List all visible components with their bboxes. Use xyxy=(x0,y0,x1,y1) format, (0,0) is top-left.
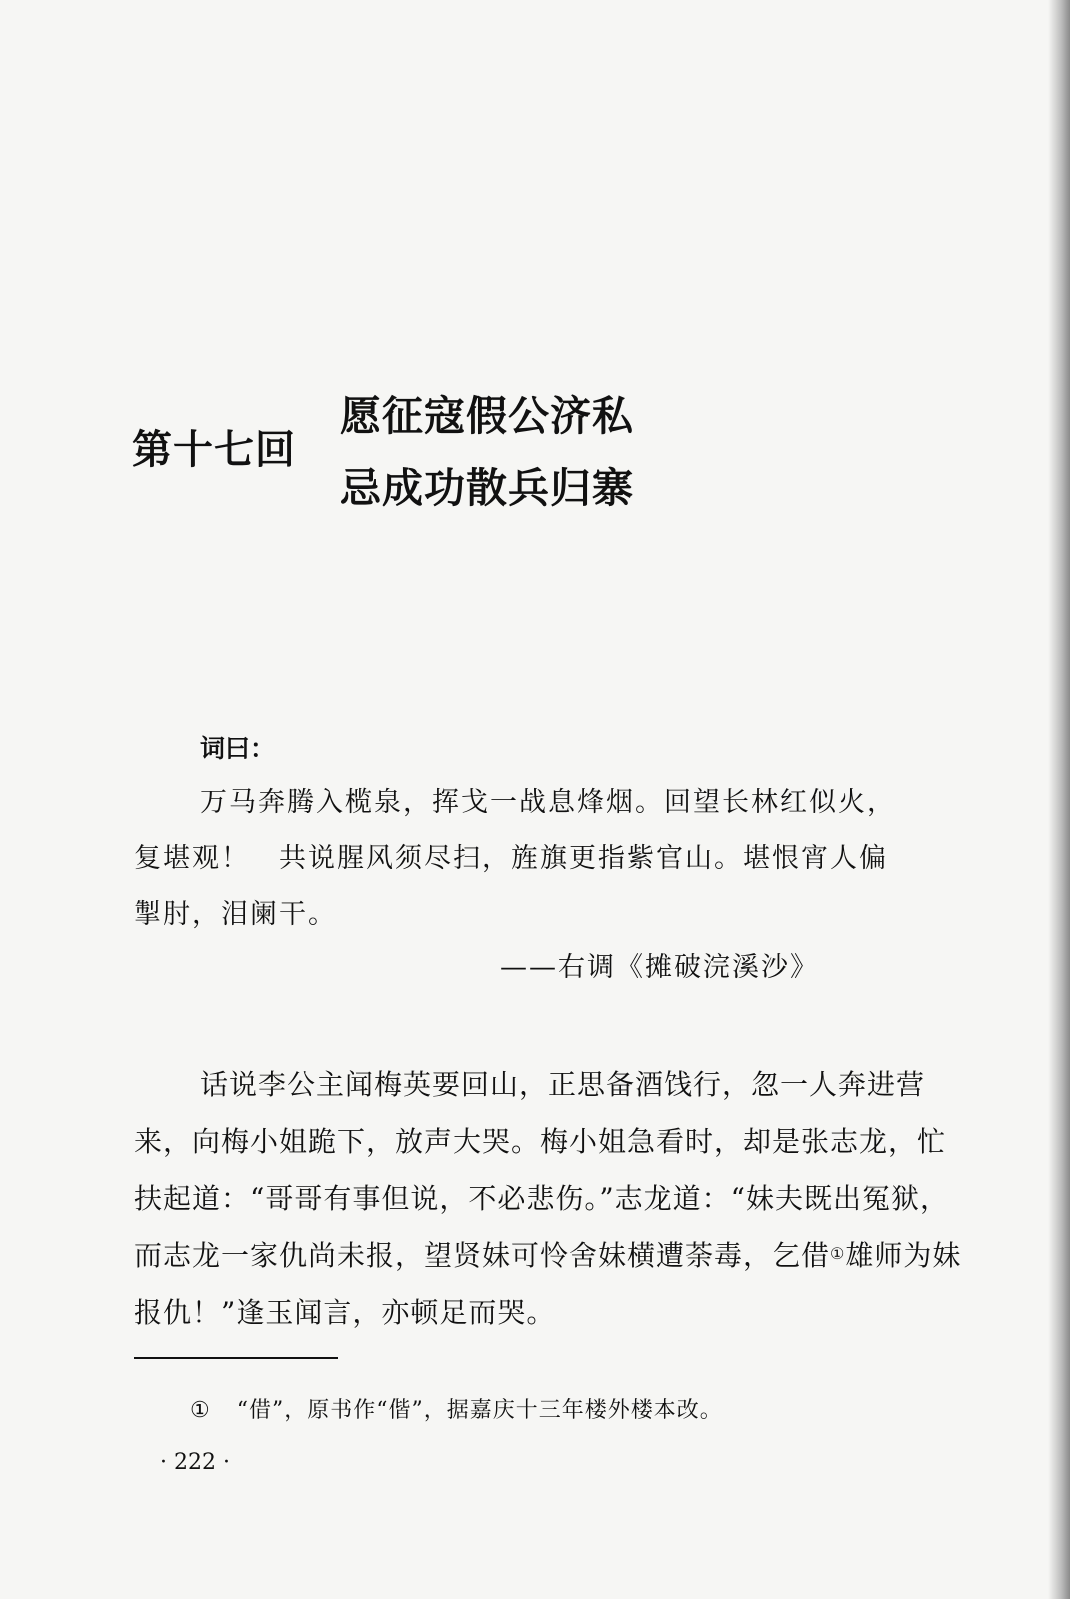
chapter-title-line-1: 愿征寇假公济私 xyxy=(340,392,634,440)
poem-line-1: 万马奔腾入榄泉，挥戈一战息烽烟。回望长林红似火， xyxy=(200,787,896,818)
page-number: · 222 · xyxy=(160,1450,230,1475)
footnote-text: “借”，原书作“偕”，据嘉庆十三年楼外楼本改。 xyxy=(236,1398,723,1423)
footnote-reference: ① xyxy=(830,1244,846,1263)
body-paragraph-text xyxy=(134,1056,964,1341)
body-text-part-1: 话说李公主闻梅英要回山，正思备酒饯行，忽一人奔进营来，向梅小姐跪下，放声大哭。梅小姐急看时，却是张志龙，忙扶起道：“哥哥有事但说，不必悲伤。”志龙道：“妹夫既出冤狱，而志龙一家仇尚未报，望贤妹可怜舍妹横遭荼毒，乞借 xyxy=(134,1068,949,1272)
poem-line-2: 复堪观！ 共说腥风须尽扫，旌旗更指紫官山。堪恨宵人偏 xyxy=(134,843,888,874)
footnote-marker: ① xyxy=(190,1398,211,1423)
chapter-number: 第十七回 xyxy=(132,427,296,473)
footnote xyxy=(190,1393,723,1424)
body-paragraph xyxy=(134,1056,964,1341)
poem-text xyxy=(134,775,964,943)
footnote-divider xyxy=(134,1357,338,1359)
poem-source: ——右调《摊破浣溪沙》 xyxy=(500,952,819,983)
body-text-part-2: 雄师为妹报仇！”逢玉闻言，亦顿足而哭。 xyxy=(134,1239,962,1329)
chapter-title-line-2: 忌成功散兵归寨 xyxy=(340,464,634,512)
chapter-title xyxy=(340,388,634,532)
poem-line-3: 掣肘，泪阑干。 xyxy=(134,899,337,930)
page-edge-shadow xyxy=(1048,0,1070,1599)
poem-label: 词曰： xyxy=(200,734,276,763)
